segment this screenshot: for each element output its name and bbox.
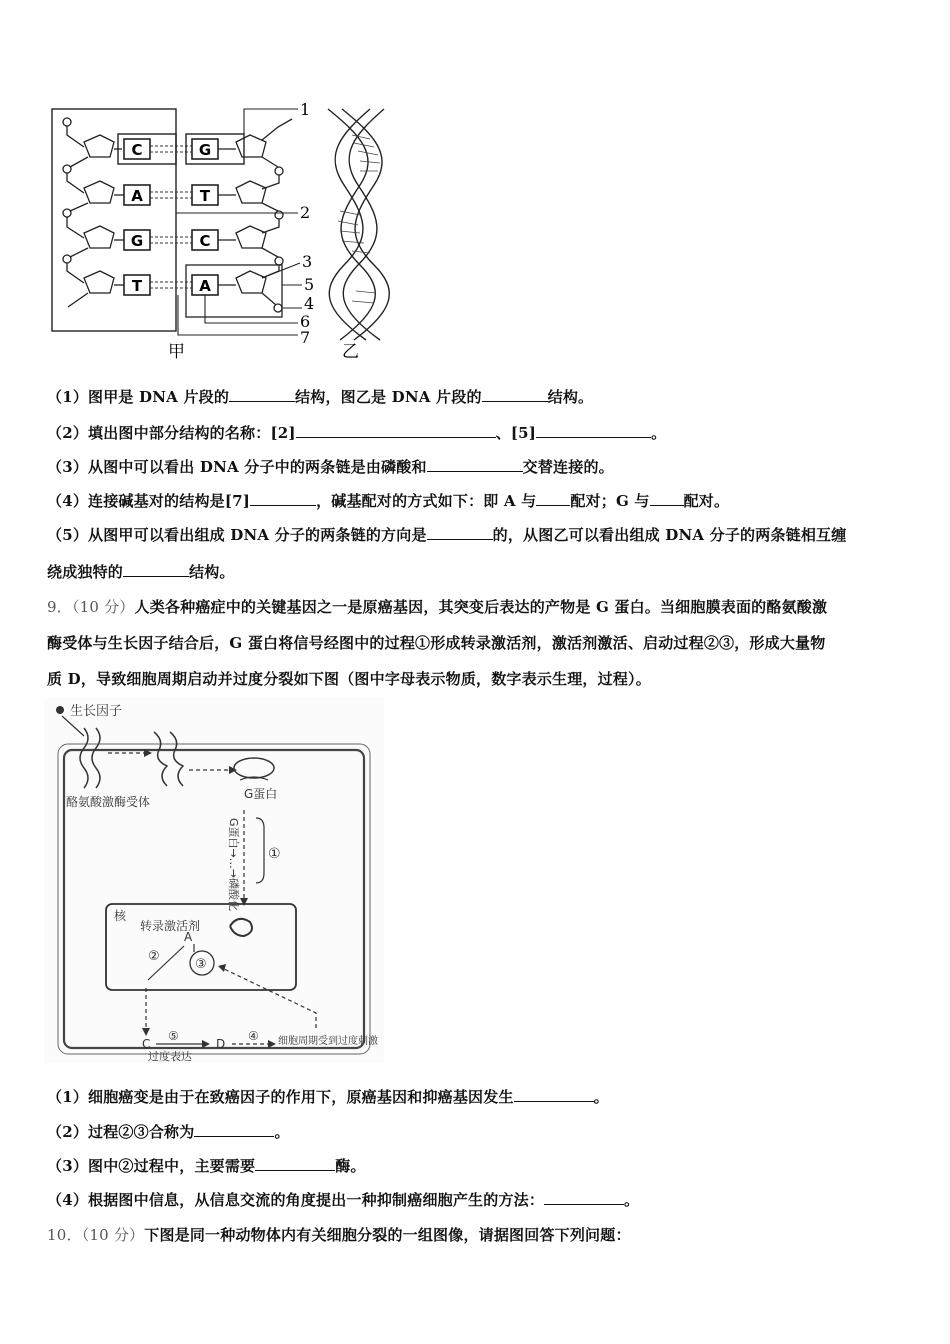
answer-blank[interactable] [250,491,316,506]
right-base-1: G [198,141,212,159]
answer-blank[interactable] [229,387,295,402]
q8-part5b-text-b: 结构。 [189,563,235,581]
answer-blank[interactable] [514,1087,594,1102]
q8-part5b-text-a: 绕成独特的 [47,563,124,581]
label-a: A [184,930,193,944]
q8-part4-text-a: （4）连接碱基对的结构是[7] [47,492,251,510]
answer-blank[interactable] [536,423,651,438]
left-base-1: C [131,141,143,159]
q9-part3-text-b: 酶。 [335,1157,366,1175]
q9-part2-text-a: （2）过程②③合称为 [47,1123,195,1141]
dna-structure-figure [40,95,420,365]
left-bases [118,134,176,295]
cascade-label: G蛋白→…→磷酸化 [227,818,240,911]
activator-label: 转录激活剂 [140,919,201,933]
q9-stem-text2: 酶受体与生长因子结合后，G 蛋白将信号经图中的过程①形成转录激活剂，激活剂激活、启动过程②③，形成大量物 [47,634,826,652]
answer-blank[interactable] [650,491,684,506]
answer-blank[interactable] [296,423,496,438]
step4-label: ④ [248,1029,259,1043]
q9-stem-text3: 质 D，导致细胞周期启动并过度分裂如下图（图中字母表示物质，数字表示生理，过程）。 [47,670,651,688]
right-base-3: C [199,232,211,250]
q10-stem [47,1224,631,1245]
q8-part3-text-b: 交替连接的。 [522,458,614,476]
question-score: （10 分） [71,598,135,616]
q8-part3 [47,456,614,477]
growth-factor-label: 生长因子 [70,704,123,719]
q8-part4 [47,490,729,511]
q8-part5 [47,524,846,545]
q8-part5-text-a: （5）从图甲可以看出组成 DNA 分子的两条链的方向是 [47,526,427,544]
answer-blank[interactable] [482,387,548,402]
q8-part1-text-b: 结构，图乙是 DNA 片段的 [295,388,482,406]
q9-part4-text-a: （4）根据图中信息，从信息交流的角度提出一种抑制癌细胞产生的方法： [47,1191,545,1209]
q8-part5-text-b: 的，从图乙可以看出组成 DNA 分子的两条链相互缠 [492,526,847,544]
q8-part4-text-b: ，碱基配对的方式如下：即 A 与 [316,492,537,510]
q8-part2-text-c: 。 [651,424,667,442]
question-number: 9． [47,598,72,616]
answer-blank[interactable] [427,457,523,472]
q9-stem-line3 [47,668,651,689]
label-7: 7 [300,328,311,347]
q9-stem-text1: 人类各种癌症中的关键基因之一是原癌基因，其突变后表达的产物是 G 蛋白。当细胞膜表面的酪氨酸激 [134,598,828,616]
right-base-2: T [199,187,211,205]
receptor-label: 酪氨酸激酶受体 [66,795,151,809]
answer-blank[interactable] [123,562,189,577]
step2-label: ② [148,949,160,964]
q8-part2 [47,422,666,443]
q8-part2-text-b: 、[5] [495,424,537,442]
right-base-4: A [199,277,211,295]
q9-part4 [47,1189,639,1210]
step3-label: ③ [195,957,207,972]
q10-stem-text: 下图是同一种动物体内有关细胞分裂的一组图像，请据图回答下列问题： [144,1226,631,1244]
q9-part3-text-a: （3）图中②过程中，主要需要 [47,1157,256,1175]
q8-part5-cont [47,561,235,582]
q8-part3-text-a: （3）从图中可以看出 DNA 分子中的两条链是由磷酸和 [47,458,427,476]
answer-blank[interactable] [427,525,493,540]
c-label-text: 过度表达 [148,1050,192,1063]
label-4: 4 [304,294,315,313]
q9-stem-line1 [47,596,827,617]
q8-part2-text-a: （2）填出图中部分结构的名称：[2] [47,424,296,442]
step5-label: ⑤ [168,1029,179,1043]
label-2: 2 [300,203,311,222]
step1-label: ① [268,846,281,862]
left-base-2: A [131,187,143,205]
answer-blank[interactable] [544,1190,624,1205]
q9-stem-line2 [47,632,825,653]
question-score: （10 分） [81,1226,145,1244]
g-protein-label: G蛋白 [244,787,278,801]
answer-blank[interactable] [536,491,570,506]
answer-blank[interactable] [194,1122,274,1137]
answer-blank[interactable] [255,1156,335,1171]
label-3: 3 [302,252,313,271]
q9-part1 [47,1086,609,1107]
signaling-pathway-figure [44,698,384,1063]
label-d: D [216,1037,226,1051]
q8-part1-text-a: （1）图甲是 DNA 片段的 [47,388,230,406]
q8-part4-text-d: 配对。 [683,492,730,510]
cycle-label: 细胞周期受到过度刺激 [278,1036,378,1047]
q9-part1-text-a: （1）细胞癌变是由于在致癌因子的作用下，原癌基因和抑癌基因发生 [47,1088,514,1106]
q8-part4-text-c: 配对；G 与 [570,492,650,510]
left-base-4: T [131,277,143,295]
label-c: C [142,1037,151,1051]
left-base-3: G [130,232,144,250]
q8-part1-text-c: 结构。 [547,388,594,406]
nucleus-label: 核 [114,909,127,923]
q9-part2 [47,1121,290,1142]
label-1: 1 [300,100,311,119]
q9-part3 [47,1155,366,1176]
label-yi: 乙 [342,342,359,362]
label-jia: 甲 [168,342,185,362]
question-number: 10． [47,1226,82,1244]
q9-part4-text-b: 。 [624,1191,640,1209]
q9-part2-text-b: 。 [274,1123,290,1141]
label-5: 5 [304,275,315,294]
q9-part1-text-b: 。 [593,1088,609,1106]
label-6: 6 [300,312,311,331]
q8-part1 [47,386,593,407]
